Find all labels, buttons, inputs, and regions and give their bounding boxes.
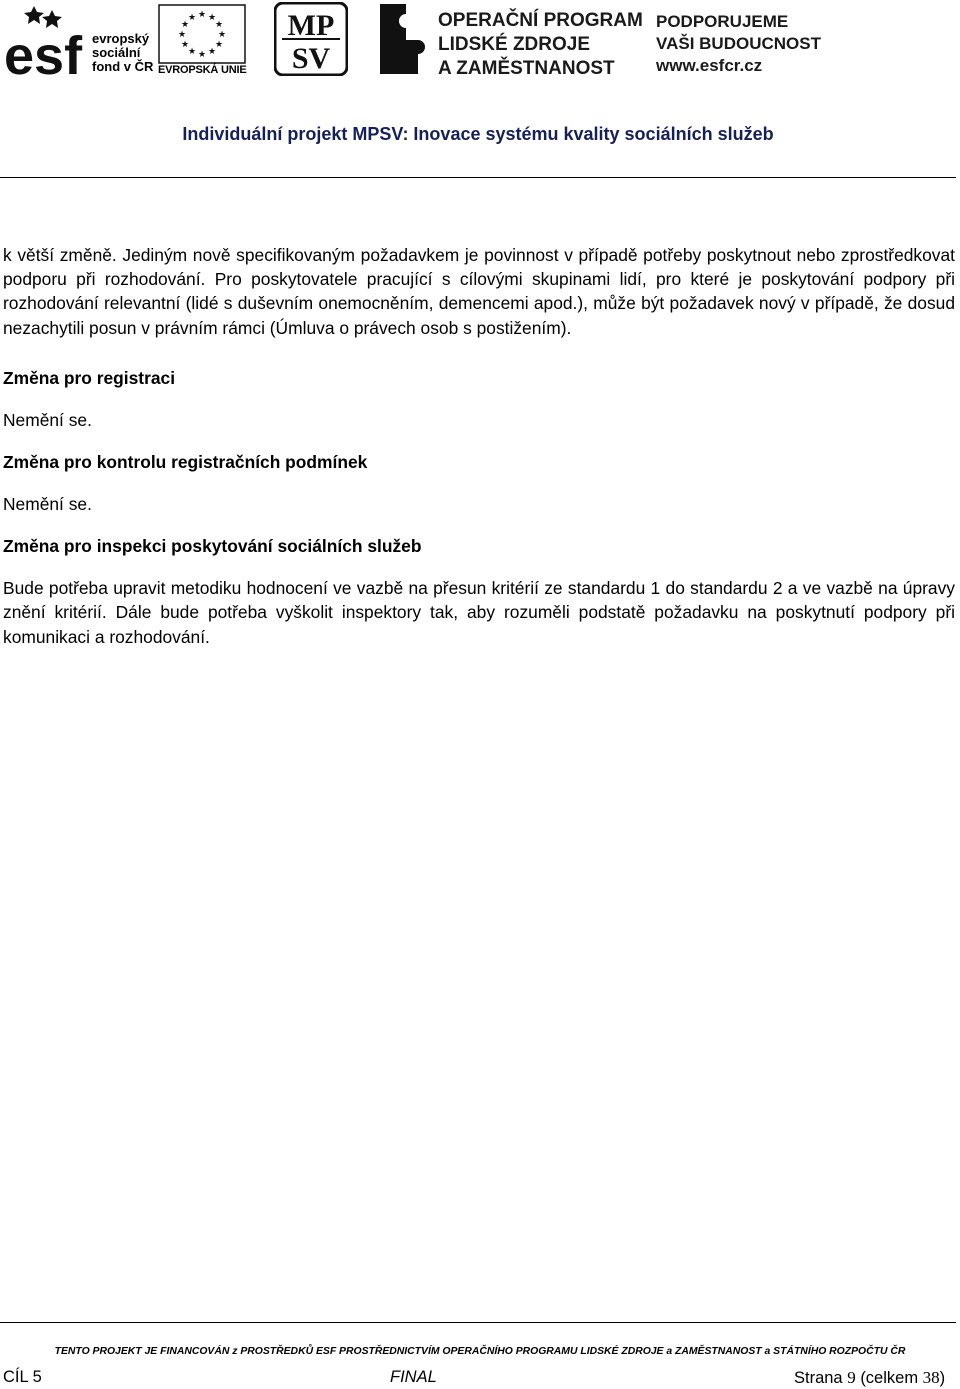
section-heading-registrace: Změna pro registraci: [3, 367, 176, 388]
esf-logo: [4, 6, 89, 78]
project-title: Individuální projekt MPSV: Inovace systému kvality sociálních služeb: [182, 124, 774, 144]
support-url: www.esfcr.cz: [656, 56, 763, 75]
op-line1: OPERAČNÍ PROGRAM: [438, 10, 643, 31]
funding-note: TENTO PROJEKT JE FINANCOVÁN z PROSTŘEDKŮ ESF PROSTŘEDNICTVÍM OPERAČNÍHO PROGRAMU LIDSKÉ ZDROJE a ZAMĚSTNANOST a STÁTNÍHO ROZPOČTU ČR: [54, 1346, 906, 1357]
page-indicator: [794, 1368, 945, 1388]
section-text-inspekce: Bude potřeba upravit metodiku hodnocení ve vazbě na přesun kritérií ze standardu 1 do standardu 2 a ve vazbě na úpravy znění kritérií. Dále bude potřeba vyškolit inspektory tak, aby rozuměli podstatě požadavku na poskytnutí podpory při komunikaci a rozhodování.: [3, 578, 955, 647]
section-heading-kontrola: Změna pro kontrolu registračních podmínek: [3, 452, 368, 473]
svg-text:★: ★: [197, 10, 207, 20]
support-line2: VAŠI BUDOUCNOST: [656, 34, 821, 53]
svg-text:★: ★: [180, 40, 190, 50]
header-divider: [0, 177, 956, 178]
page-prefix: Strana: [794, 1369, 843, 1387]
svg-text:★: ★: [207, 47, 217, 57]
mpsv-logo: [274, 2, 348, 76]
op-puzzle-icon: [376, 0, 432, 78]
esf-mark-text: esf: [4, 26, 83, 78]
support-line1: PODPORUJEME: [656, 12, 789, 31]
svg-text:★: ★: [207, 13, 217, 23]
page-number: 9: [847, 1368, 856, 1387]
mpsv-line1: MP: [287, 9, 335, 42]
support-wordmark: [656, 11, 821, 77]
section-text-kontrola: Nemění se.: [3, 494, 92, 515]
svg-text:★: ★: [214, 40, 224, 50]
document-body: [3, 243, 955, 649]
esf-line3: fond v ČR: [92, 59, 154, 74]
op-line2: LIDSKÉ ZDROJE: [438, 34, 591, 55]
status-label: FINAL: [390, 1368, 437, 1386]
esf-wordmark: [92, 32, 153, 74]
intro-paragraph: k větší změně. Jediným nově specifikovaným požadavkem je povinnost v případě potřeby poskytnout nebo zprostředkovat podporu při rozhodování. Pro poskytovatele pracující s cílovými skupinami lidí, pro které je poskytování podpory při rozhodování relevantní (lidé s duševním onemocněním, demencemi apod.), může být požadavek nový v případě, že dosud nezachytili posun v právním rámci (Úmluva o právech osob s postižením).: [3, 245, 955, 338]
section-text-registrace: Nemění se.: [3, 409, 92, 430]
op-wordmark: [438, 9, 643, 81]
total-pages: 38: [922, 1368, 940, 1387]
svg-text:★: ★: [197, 50, 207, 60]
goal-label: CÍL 5: [3, 1368, 42, 1386]
op-line3: A ZAMĚSTNANOST: [438, 58, 615, 79]
svg-text:★: ★: [217, 30, 227, 40]
esf-line2: sociální: [92, 45, 141, 60]
logo-bar: [0, 0, 960, 90]
svg-text:★: ★: [177, 30, 187, 40]
svg-text:★: ★: [187, 13, 197, 23]
mpsv-line2: SV: [291, 42, 331, 75]
svg-text:★: ★: [214, 20, 224, 30]
section-heading-inspekce: Změna pro inspekci poskytování sociálních služeb: [3, 536, 422, 557]
esf-line1: evropský: [92, 31, 150, 46]
close-paren: ): [939, 1369, 946, 1387]
eu-flag-icon: [158, 4, 246, 68]
svg-text:★: ★: [180, 20, 190, 30]
esf-stars-icon: [24, 6, 62, 28]
eu-label: EVROPSKÁ UNIE: [158, 64, 247, 76]
footer-divider: [0, 1322, 956, 1323]
total-prefix: (celkem: [860, 1369, 919, 1387]
svg-text:★: ★: [187, 47, 197, 57]
